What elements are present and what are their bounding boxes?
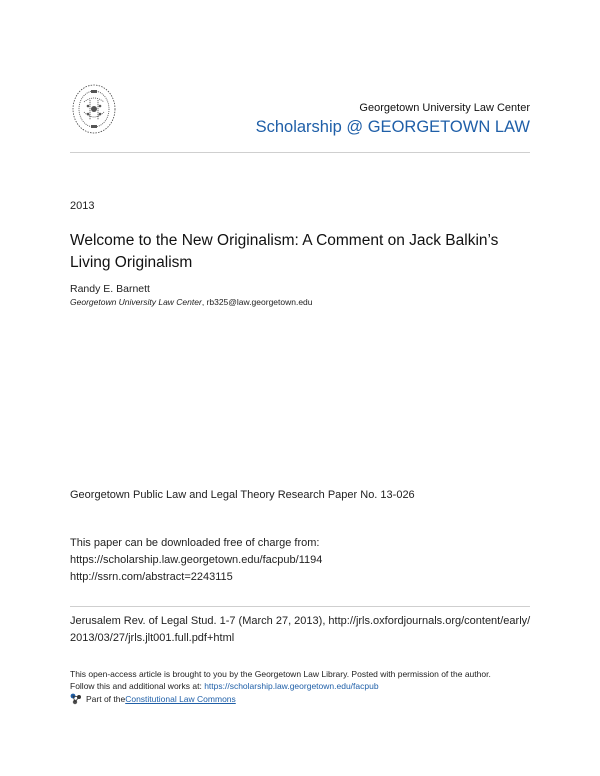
institution-name: Georgetown University Law Center [359, 102, 530, 114]
author-email: , rb325@law.georgetown.edu [201, 297, 313, 307]
constitutional-law-commons-link[interactable]: Constitutional Law Commons [125, 694, 236, 704]
download-info [70, 535, 322, 586]
download-url-scholarship[interactable]: https://scholarship.law.georgetown.edu/facpub/1194 [70, 554, 323, 566]
author-affiliation [70, 297, 313, 307]
footer-notice [70, 668, 491, 692]
follow-prefix: Follow this and additional works at: [70, 681, 205, 691]
affiliation-text: Georgetown University Law Center [70, 297, 202, 307]
part-of-prefix: Part of the [86, 694, 126, 704]
commons-network-icon [70, 693, 82, 705]
citation-divider [70, 606, 530, 607]
part-of-line [70, 693, 236, 705]
research-paper-series: Georgetown Public Law and Legal Theory Research Paper No. 13-026 [70, 489, 415, 501]
footer-access-notice: This open-access article is brought to you by the Georgetown Law Library. Posted with permission of the author. [70, 669, 491, 679]
paper-title: Welcome to the New Originalism: A Comment on Jack Balkin’s Living Originalism [70, 232, 499, 271]
author-name: Randy E. Barnett [70, 283, 150, 295]
georgetown-seal-icon [70, 82, 118, 136]
header-divider [70, 152, 530, 153]
download-url-ssrn[interactable]: http://ssrn.com/abstract=2243115 [70, 571, 233, 583]
repository-name[interactable]: Scholarship @ GEORGETOWN LAW [255, 118, 530, 136]
facpub-link[interactable]: https://scholarship.law.georgetown.edu/facpub [204, 681, 379, 691]
publication-year: 2013 [70, 200, 95, 212]
footer-follow-line [70, 680, 491, 692]
download-intro: This paper can be downloaded free of charge from: [70, 537, 320, 549]
citation: Jerusalem Rev. of Legal Stud. 1-7 (March 27, 2013), http://jrls.oxfordjournals.org/content/early/ 2013/03/27/jrls.jlt001.full.pdf+html [70, 615, 531, 644]
